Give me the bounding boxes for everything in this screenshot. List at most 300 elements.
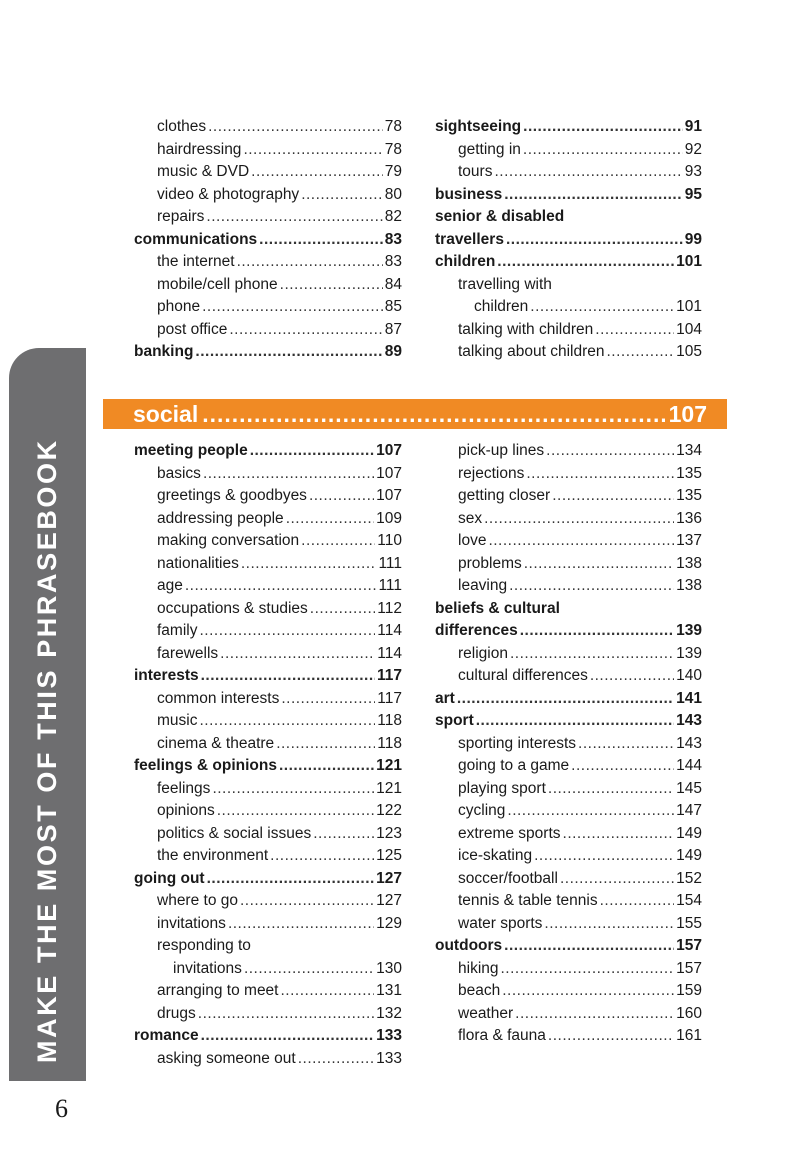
leader-dots: [497, 253, 674, 271]
leader-dots: [301, 186, 383, 204]
leader-dots: [501, 960, 675, 978]
toc-entry-label: tours: [458, 163, 493, 180]
leader-dots: [280, 276, 383, 294]
toc-entry[interactable]: [435, 510, 702, 533]
section-title: social: [133, 400, 199, 427]
toc-entry[interactable]: [134, 231, 402, 254]
toc-entry[interactable]: [435, 321, 702, 344]
toc-entry-label: flora & fauna: [458, 1027, 546, 1044]
toc-entry-page: 131: [376, 982, 402, 999]
toc-entry[interactable]: [134, 712, 402, 735]
toc-entry-label: common interests: [157, 689, 280, 707]
toc-entry[interactable]: [435, 667, 702, 690]
leader-dots: [530, 298, 674, 316]
toc-entry[interactable]: [435, 825, 702, 848]
toc-entry-label: feelings: [157, 779, 211, 797]
toc-entry-page: 127: [376, 892, 402, 909]
toc-entry-label: weather: [458, 1004, 514, 1022]
toc-entry-label: travelling with: [458, 275, 552, 293]
toc-entry-label: cycling: [458, 802, 506, 819]
leader-dots: [526, 465, 674, 483]
toc-entry[interactable]: [134, 343, 402, 366]
toc-entry-page: 134: [676, 442, 702, 459]
toc-entry-label: going to a game: [458, 757, 570, 774]
toc-entry-page: 149: [676, 824, 702, 842]
toc-entry[interactable]: [435, 802, 702, 825]
leader-dots: [217, 802, 374, 820]
toc-entry-label: sport: [435, 712, 474, 729]
toc-entry-label: mobile/cell phone: [157, 275, 278, 293]
leader-dots: [281, 982, 375, 1000]
leader-dots: [251, 163, 383, 181]
toc-entry-page: 154: [676, 892, 702, 909]
toc-entry-page: 107: [376, 487, 402, 504]
toc-entry[interactable]: [435, 253, 702, 276]
toc-entry[interactable]: [134, 1005, 402, 1028]
toc-entry-label: hiking: [458, 959, 499, 977]
toc-entry-label: children: [435, 253, 496, 270]
leader-dots: [244, 960, 374, 978]
toc-entry-label: getting in: [458, 140, 521, 158]
toc-entry-label: sightseeing: [435, 118, 522, 135]
toc-entry-page: 87: [384, 320, 402, 338]
toc-entry-label: banking: [134, 343, 194, 360]
toc-entry[interactable]: [435, 892, 702, 915]
leader-dots: [259, 231, 383, 249]
toc-entry-page: 114: [377, 644, 402, 662]
toc-entry[interactable]: [435, 1027, 702, 1050]
toc-entry-page: 121: [376, 757, 402, 774]
toc-entry[interactable]: [134, 735, 402, 758]
toc-entry[interactable]: [134, 645, 402, 668]
leader-dots: [548, 1027, 674, 1045]
toc-entry[interactable]: [435, 690, 702, 713]
toc-entry-page: 111: [378, 554, 402, 572]
leader-dots: [548, 780, 674, 798]
toc-entry-label: invitations: [157, 914, 226, 932]
toc-entry-label: water sports: [458, 914, 543, 932]
leader-dots: [281, 690, 375, 708]
toc-entry-page: 83: [384, 253, 402, 270]
toc-entry-page: 137: [676, 532, 702, 549]
leader-dots: [243, 141, 382, 159]
toc-entry-label: art: [435, 689, 455, 707]
toc-entry-page: 149: [676, 847, 702, 864]
leader-dots: [309, 487, 374, 505]
toc-entry[interactable]: [435, 847, 702, 870]
toc-entry-page: 107: [376, 464, 402, 482]
toc-entry-page: 123: [376, 824, 402, 842]
leader-dots: [220, 645, 375, 663]
toc-entry-page: 118: [377, 734, 402, 752]
toc-entry-page: 122: [376, 802, 402, 819]
toc-entry-label: communications: [134, 230, 258, 248]
toc-entry[interactable]: [134, 298, 402, 321]
section-page-number: 107: [668, 400, 707, 427]
toc-entry-label: tennis & table tennis: [458, 892, 598, 909]
toc-entry[interactable]: [435, 298, 702, 321]
toc-entry[interactable]: [134, 1050, 402, 1073]
toc-entry[interactable]: [134, 141, 402, 164]
toc-entry[interactable]: [435, 487, 702, 510]
toc-entry-label: the environment: [157, 847, 269, 864]
leader-dots: [504, 937, 674, 955]
leader-dots: [563, 825, 675, 843]
toc-entry-page: 118: [377, 712, 402, 729]
toc-entry[interactable]: [435, 343, 702, 366]
toc-entry-label: responding to: [157, 937, 251, 954]
toc-entry[interactable]: [435, 231, 702, 254]
toc-entry-page: 127: [376, 869, 402, 887]
toc-entry[interactable]: [134, 600, 402, 623]
toc-entry-page: 80: [384, 185, 402, 203]
toc-entry-page: 82: [384, 208, 402, 225]
toc-entry-page: 147: [676, 802, 702, 819]
toc-entry[interactable]: [134, 186, 402, 209]
toc-entry-page: 159: [676, 982, 702, 999]
toc-entry-page: 130: [376, 959, 402, 977]
toc-entry-label: invitations: [173, 959, 242, 977]
toc-entry[interactable]: [435, 577, 702, 600]
toc-entry-page: 139: [676, 644, 702, 662]
leader-dots: [207, 870, 375, 888]
toc-entry-page: 136: [676, 509, 702, 527]
toc-entry-page: 145: [676, 779, 702, 797]
leader-dots: [523, 118, 683, 136]
toc-entry-label: music: [157, 712, 198, 729]
toc-entry-label: repairs: [157, 208, 205, 225]
toc-entry[interactable]: [435, 442, 702, 465]
toc-column-4: [435, 442, 702, 1050]
toc-entry-page: 139: [676, 622, 702, 639]
leader-dots: [515, 1005, 674, 1023]
toc-entry-label: age: [157, 577, 183, 594]
leader-dots: [228, 915, 374, 933]
toc-entry[interactable]: [134, 757, 402, 780]
leader-dots: [502, 982, 674, 1000]
toc-entry-label: meeting people: [134, 442, 248, 459]
toc-entry[interactable]: [435, 982, 702, 1005]
toc-entry[interactable]: [134, 690, 402, 713]
leader-dots: [301, 532, 375, 550]
leader-dots: [494, 163, 682, 181]
toc-entry-page: 135: [676, 464, 702, 482]
toc-entry-label: making conversation: [157, 532, 300, 549]
toc-entry[interactable]: [435, 208, 702, 231]
toc-entry-label: differences: [435, 622, 518, 639]
toc-entry-label: feelings & opinions: [134, 757, 277, 774]
leader-dots: [476, 712, 674, 730]
leader-dots: [524, 555, 674, 573]
toc-entry-page: 83: [384, 230, 402, 248]
leader-dots: [276, 735, 375, 753]
leader-dots: [201, 1027, 375, 1045]
toc-entry-page: 114: [377, 622, 402, 639]
toc-entry-label: pick-up lines: [458, 442, 545, 459]
toc-entry[interactable]: [435, 600, 702, 623]
leader-dots: [212, 780, 374, 798]
toc-entry[interactable]: [134, 870, 402, 893]
toc-column-1: [134, 118, 402, 366]
toc-entry[interactable]: [435, 141, 702, 164]
toc-entry-label: the internet: [157, 253, 235, 270]
toc-entry[interactable]: [134, 847, 402, 870]
toc-entry-label: beach: [458, 982, 501, 999]
toc-entry[interactable]: [435, 915, 702, 938]
toc-entry[interactable]: [435, 186, 702, 209]
toc-entry[interactable]: [134, 915, 402, 938]
leader-dots: [600, 892, 675, 910]
toc-entry[interactable]: [134, 276, 402, 299]
toc-entry[interactable]: [134, 937, 402, 960]
toc-entry-label: talking about children: [458, 343, 605, 360]
leader-dots: [185, 577, 377, 595]
leader-dots: [208, 118, 383, 136]
toc-entry-label: music & DVD: [157, 163, 250, 180]
toc-entry-label: getting closer: [458, 487, 551, 504]
toc-entry-page: 161: [676, 1027, 702, 1044]
toc-entry[interactable]: [134, 1027, 402, 1050]
toc-entry-page: 144: [676, 757, 702, 774]
toc-entry[interactable]: [134, 163, 402, 186]
toc-entry-label: travellers: [435, 230, 504, 248]
toc-entry-page: 95: [684, 185, 702, 203]
toc-entry[interactable]: [134, 892, 402, 915]
toc-entry-label: basics: [157, 464, 201, 482]
toc-entry-page: 109: [376, 509, 402, 527]
toc-entry-label: opinions: [157, 802, 215, 819]
leader-dots: [544, 915, 674, 933]
toc-entry[interactable]: [134, 510, 402, 533]
toc-entry-page: 152: [676, 869, 702, 887]
toc-entry-label: romance: [134, 1027, 199, 1044]
leader-dots: [310, 600, 375, 618]
toc-entry[interactable]: [134, 118, 402, 141]
toc-entry-label: politics & social issues: [157, 824, 312, 842]
toc-entry-label: going out: [134, 869, 205, 887]
side-tab: [9, 348, 86, 1081]
toc-entry-label: cultural differences: [458, 667, 588, 684]
toc-entry-label: religion: [458, 644, 508, 662]
leader-dots: [199, 622, 375, 640]
toc-entry[interactable]: [435, 645, 702, 668]
toc-entry-label: soccer/football: [458, 869, 558, 887]
leader-dots: [504, 186, 683, 204]
toc-entry[interactable]: [134, 532, 402, 555]
toc-entry[interactable]: [134, 555, 402, 578]
toc-entry[interactable]: [435, 555, 702, 578]
toc-entry-page: 105: [676, 343, 702, 360]
leader-dots: [510, 645, 674, 663]
toc-entry-label: where to go: [157, 892, 238, 909]
toc-entry-label: cinema & theatre: [157, 734, 275, 752]
toc-entry[interactable]: [435, 465, 702, 488]
toc-entry-page: 157: [676, 959, 702, 977]
leader-dots: [484, 510, 674, 528]
toc-entry[interactable]: [435, 937, 702, 960]
leader-dots: [560, 870, 674, 888]
leader-dots: [202, 298, 383, 316]
toc-entry-page: 85: [384, 298, 402, 315]
toc-entry-page: 141: [676, 689, 702, 707]
toc-entry-page: 133: [376, 1049, 402, 1067]
toc-entry[interactable]: [134, 780, 402, 803]
leader-dots: [546, 442, 674, 460]
toc-entry-label: occupations & studies: [157, 599, 308, 617]
toc-entry-page: 84: [384, 275, 402, 293]
toc-entry-label: playing sport: [458, 779, 546, 797]
leader-dots: [607, 343, 675, 361]
toc-entry-page: 93: [684, 163, 702, 180]
toc-entry[interactable]: [435, 870, 702, 893]
toc-entry[interactable]: [435, 622, 702, 645]
toc-entry-label: ice-skating: [458, 847, 533, 864]
toc-entry[interactable]: [435, 118, 702, 141]
leader-dots: [488, 532, 674, 550]
toc-entry-page: 125: [376, 847, 402, 864]
toc-entry-page: 99: [684, 230, 702, 248]
toc-entry-page: 138: [676, 554, 702, 572]
toc-entry-page: 78: [384, 118, 402, 135]
toc-entry[interactable]: [435, 780, 702, 803]
toc-entry-label: family: [157, 622, 198, 639]
toc-entry-label: hairdressing: [157, 140, 242, 158]
toc-entry-page: 104: [676, 320, 702, 338]
toc-entry[interactable]: [134, 487, 402, 510]
toc-entry-page: 111: [378, 577, 402, 594]
toc-entry[interactable]: [134, 321, 402, 344]
toc-entry-page: 132: [376, 1004, 402, 1022]
leader-dots: [241, 555, 377, 573]
toc-column-3: [134, 442, 402, 1072]
leader-dots: [506, 231, 683, 249]
toc-entry-page: 110: [377, 532, 402, 549]
toc-entry-label: video & photography: [157, 185, 300, 203]
toc-entry-label: problems: [458, 554, 522, 572]
leader-dots: [240, 892, 374, 910]
toc-entry-label: rejections: [458, 464, 525, 482]
leader-dots: [595, 321, 674, 339]
leader-dots: [578, 735, 674, 753]
toc-entry[interactable]: [435, 1005, 702, 1028]
leader-dots: [279, 757, 374, 775]
toc-entry[interactable]: [435, 532, 702, 555]
toc-entry-label: talking with children: [458, 320, 594, 338]
toc-entry-page: 140: [676, 667, 702, 684]
toc-entry[interactable]: [134, 802, 402, 825]
leader-dots: [250, 442, 374, 460]
leader-dots: [298, 1050, 374, 1068]
toc-entry-label: love: [458, 532, 487, 549]
toc-entry-label: beliefs & cultural: [435, 599, 560, 617]
leader-dots: [534, 847, 674, 865]
toc-entry-page: 143: [676, 734, 702, 752]
toc-entry[interactable]: [435, 163, 702, 186]
toc-entry[interactable]: [134, 253, 402, 276]
toc-entry-page: 91: [684, 118, 702, 135]
leader-dots: [270, 847, 374, 865]
leader-dots: [237, 253, 383, 271]
toc-entry[interactable]: [435, 735, 702, 758]
toc-entry-page: 78: [384, 140, 402, 158]
toc-entry-label: children: [474, 298, 529, 315]
toc-entry-page: 112: [377, 599, 402, 617]
leader-dots: [286, 510, 374, 528]
toc-entry-page: 89: [384, 343, 402, 360]
toc-entry[interactable]: [134, 667, 402, 690]
toc-entry-page: 129: [376, 914, 402, 932]
leader-dots: [198, 1005, 374, 1023]
toc-entry-page: 92: [684, 140, 702, 158]
toc-entry[interactable]: [435, 712, 702, 735]
toc-entry-label: addressing people: [157, 509, 284, 527]
leader-dots: [313, 825, 374, 843]
toc-entry-label: business: [435, 185, 503, 203]
toc-entry[interactable]: [134, 442, 402, 465]
toc-entry-page: 138: [676, 577, 702, 594]
leader-dots: [590, 667, 674, 685]
toc-entry-label: sex: [458, 509, 483, 527]
toc-entry-label: extreme sports: [458, 824, 561, 842]
toc-entry-label: sporting interests: [458, 734, 577, 752]
toc-entry[interactable]: [435, 960, 702, 983]
toc-entry[interactable]: [134, 622, 402, 645]
leader-dots: [195, 343, 382, 361]
toc-entry-page: 117: [377, 689, 402, 707]
toc-entry[interactable]: [134, 960, 402, 983]
toc-entry[interactable]: [134, 577, 402, 600]
toc-entry-page: 155: [676, 914, 702, 932]
toc-entry[interactable]: [435, 757, 702, 780]
leader-dots: [202, 401, 664, 428]
toc-entry-label: interests: [134, 667, 199, 684]
toc-entry-label: greetings & goodbyes: [157, 487, 307, 504]
side-tab-title: MAKE THE MOST OF THIS PHRASEBOOK: [32, 438, 62, 1063]
toc-entry-page: 143: [676, 712, 702, 729]
toc-entry-page: 133: [376, 1027, 402, 1044]
toc-entry[interactable]: [134, 465, 402, 488]
toc-entry-label: post office: [157, 320, 228, 338]
page-number: 6: [55, 1094, 68, 1123]
toc-entry[interactable]: [134, 982, 402, 1005]
toc-entry[interactable]: [134, 208, 402, 231]
leader-dots: [520, 622, 674, 640]
toc-entry-label: farewells: [157, 644, 219, 662]
toc-entry-label: phone: [157, 298, 201, 315]
toc-entry-page: 117: [376, 667, 402, 684]
toc-entry-page: 101: [676, 298, 702, 315]
toc-entry-label: clothes: [157, 118, 207, 135]
toc-entry-page: 135: [676, 487, 702, 504]
section-banner-social[interactable]: [103, 399, 727, 429]
toc-entry-label: senior & disabled: [435, 208, 565, 225]
toc-entry[interactable]: [435, 276, 702, 299]
toc-column-2: [435, 118, 702, 366]
leader-dots: [509, 577, 674, 595]
leader-dots: [201, 667, 375, 685]
toc-entry[interactable]: [134, 825, 402, 848]
toc-entry-page: 160: [676, 1004, 702, 1022]
toc-entry-page: 107: [376, 442, 402, 459]
leader-dots: [199, 712, 375, 730]
toc-entry-label: arranging to meet: [157, 982, 279, 999]
leader-dots: [523, 141, 683, 159]
leader-dots: [552, 487, 674, 505]
leader-dots: [206, 208, 382, 226]
leader-dots: [203, 465, 374, 483]
toc-entry-label: outdoors: [435, 937, 503, 954]
leader-dots: [457, 690, 674, 708]
